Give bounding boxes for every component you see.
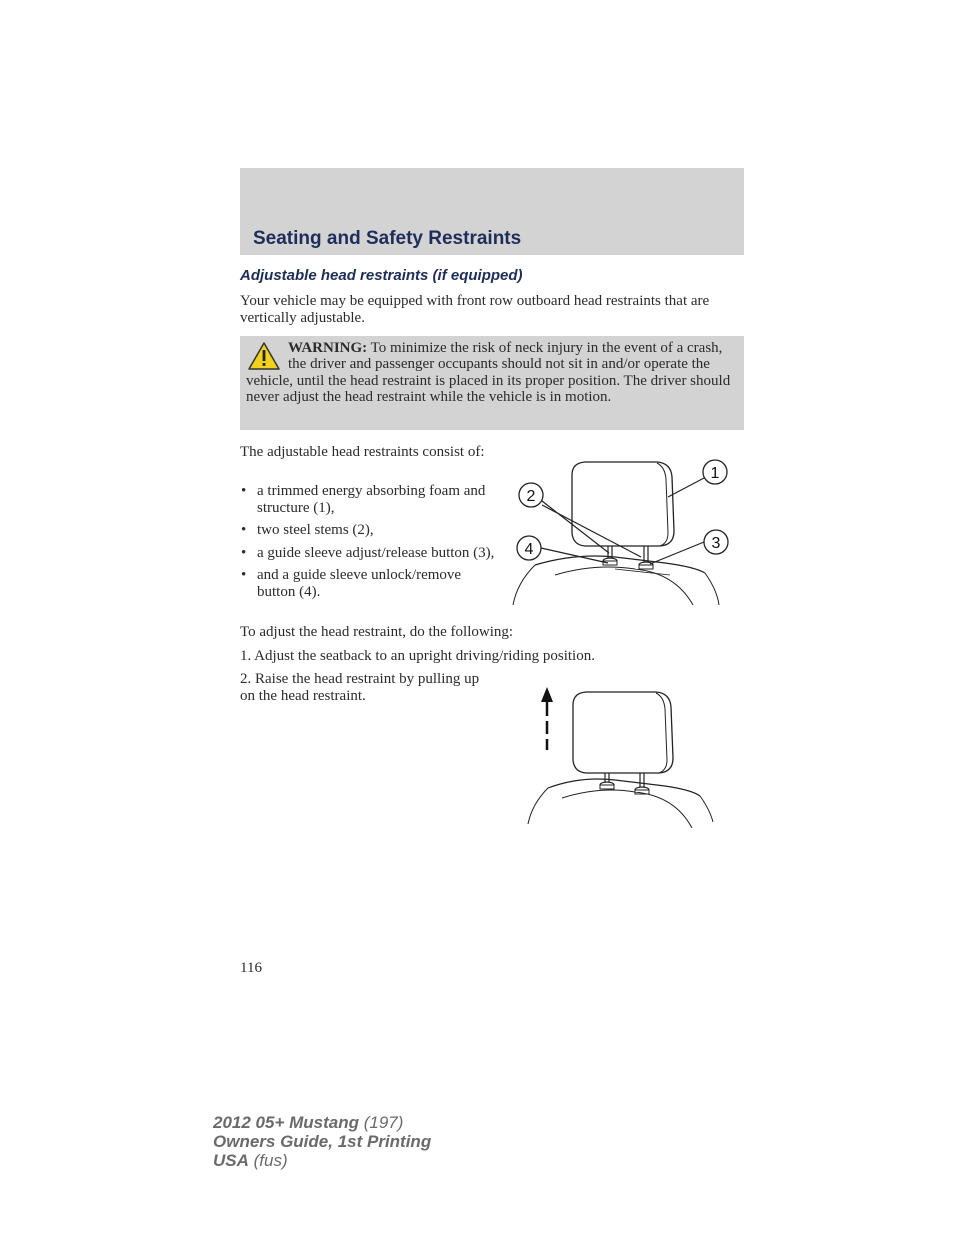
callout-2-label: 2 bbox=[526, 488, 536, 505]
head-restraint-components-figure bbox=[505, 445, 745, 605]
warning-label: WARNING: bbox=[288, 340, 368, 356]
warning-box bbox=[240, 336, 744, 430]
arrow-up-icon bbox=[541, 687, 553, 702]
footer-imprint bbox=[213, 1113, 431, 1170]
section-title: Seating and Safety Restraints bbox=[253, 228, 522, 249]
intro-paragraph: Your vehicle may be equipped with front row outboard head restraints that are vertically adjustable. bbox=[240, 293, 710, 326]
list-item: • two steel stems (2), bbox=[241, 522, 374, 538]
footer-line-3: USA (fus) bbox=[213, 1151, 288, 1170]
list-item: • and a guide sleeve unlock/remove button (4). bbox=[241, 567, 462, 600]
page-number: 116 bbox=[240, 960, 262, 976]
footer-line-1: 2012 05+ Mustang (197) bbox=[213, 1113, 404, 1132]
callout-1-label: 1 bbox=[710, 465, 720, 482]
step-2: 2. Raise the head restraint by pulling up on the head restraint. bbox=[240, 671, 480, 704]
subsection-title: Adjustable head restraints (if equipped) bbox=[240, 267, 523, 284]
callout-3-label: 3 bbox=[711, 535, 721, 552]
raise-head-restraint-figure bbox=[520, 680, 720, 828]
list-item: • a trimmed energy absorbing foam and structure (1), bbox=[241, 483, 486, 516]
step-1: 1. Adjust the seatback to an upright driving/riding position. bbox=[240, 648, 595, 664]
head-restraint-pad bbox=[572, 462, 674, 546]
adjust-intro: To adjust the head restraint, do the following: bbox=[240, 624, 514, 640]
parts-list bbox=[240, 483, 500, 606]
warning-body: To minimize the risk of neck injury in the event of a crash, the driver and passenger occupants should not sit in and/or operate the vehicle, until the head restraint is placed in its proper position. The driver should never adjust the head restraint while the vehicle is in motion. bbox=[246, 340, 731, 405]
footer-line-2: Owners Guide, 1st Printing bbox=[213, 1132, 432, 1151]
warning-text bbox=[246, 340, 736, 405]
consist-intro: The adjustable head restraints consist of: bbox=[240, 444, 485, 460]
callout-4-label: 4 bbox=[524, 541, 534, 558]
list-item: • a guide sleeve adjust/release button (3), bbox=[241, 544, 495, 561]
